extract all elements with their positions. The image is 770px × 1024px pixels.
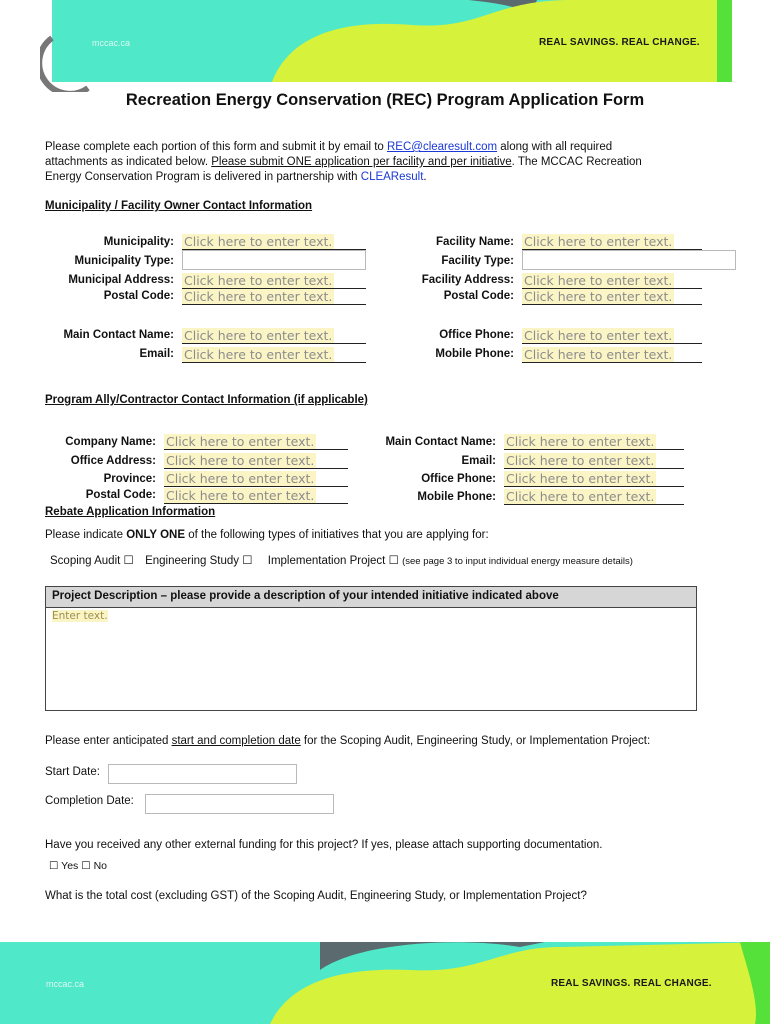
municipality-type-dropdown[interactable]	[182, 250, 366, 270]
start-date-label: Start Date:	[45, 766, 100, 778]
no-label: No	[93, 860, 107, 872]
initiative-options	[50, 554, 633, 569]
no-checkbox[interactable]: ☐	[81, 860, 91, 872]
ally-office-phone-label: Office Phone:	[421, 473, 496, 485]
project-description-input[interactable]: Enter text.	[52, 610, 108, 622]
dates-instruction: Please enter anticipated start and completion date for the Scoping Audit, Engineering Study, or Implementation Project:	[45, 735, 651, 747]
ally-section-heading: Program Ally/Contractor Contact Information (if applicable)	[45, 394, 368, 406]
postal-code-label: Postal Code:	[103, 290, 174, 302]
ally-email-label: Email:	[461, 455, 496, 467]
funding-options	[49, 859, 107, 874]
company-name-label: Company Name:	[65, 436, 156, 448]
ally-mobile-phone-label: Mobile Phone:	[417, 491, 496, 503]
municipality-field[interactable]: Click here to enter text.	[182, 234, 366, 250]
header-banner	[52, 0, 732, 82]
header-slogan: REAL SAVINGS. REAL CHANGE.	[539, 37, 700, 48]
project-description-header: Project Description – please provide a description of your intended initiative indicated above	[46, 587, 696, 608]
ally-main-contact-field[interactable]: Click here to enter text.	[504, 434, 684, 450]
facility-name-label: Facility Name:	[436, 236, 514, 248]
office-phone-field[interactable]: Click here to enter text.	[522, 328, 702, 344]
footer-slogan: REAL SAVINGS. REAL CHANGE.	[551, 978, 712, 989]
company-name-field[interactable]: Click here to enter text.	[164, 434, 348, 450]
owner-section-heading: Municipality / Facility Owner Contact Information	[45, 200, 313, 212]
page-title: Recreation Energy Conservation (REC) Program Application Form	[125, 91, 645, 109]
completion-date-input[interactable]	[145, 794, 334, 814]
office-address-label: Office Address:	[70, 455, 156, 467]
email-link[interactable]: REC@clearesult.com	[386, 141, 498, 153]
indicate-instruction: Please indicate ONLY ONE of the following types of initiatives that you are applying for:	[45, 529, 489, 541]
logo-ring-icon	[40, 30, 100, 92]
implementation-project-label: Implementation Project	[267, 555, 386, 567]
scoping-audit-label: Scoping Audit	[50, 555, 121, 567]
ally-office-phone-field[interactable]: Click here to enter text.	[504, 471, 684, 487]
project-description-box[interactable]	[45, 586, 697, 711]
postal-code-field[interactable]: Click here to enter text.	[182, 289, 366, 305]
ally-mobile-phone-field[interactable]: Click here to enter text.	[504, 489, 684, 505]
facility-address-label: Facility Address:	[421, 274, 514, 286]
province-label: Province:	[103, 473, 156, 485]
funding-question: Have you received any other external funding for this project? If yes, please attach supporting documentation.	[45, 839, 603, 851]
municipality-label: Municipality:	[103, 236, 174, 248]
header-site: mccac.ca	[92, 38, 131, 48]
mobile-phone-label: Mobile Phone:	[435, 348, 514, 360]
rebate-section-heading: Rebate Application Information	[45, 506, 216, 518]
office-phone-label: Office Phone:	[439, 329, 514, 341]
facility-postal-code-label: Postal Code:	[443, 290, 514, 302]
start-date-input[interactable]	[108, 764, 297, 784]
footer-site: mccac.ca	[46, 979, 85, 989]
municipality-type-label: Municipality Type:	[74, 255, 174, 267]
ally-postal-code-field[interactable]: Click here to enter text.	[164, 488, 348, 504]
facility-address-field[interactable]: Click here to enter text.	[522, 273, 702, 289]
implementation-project-checkbox[interactable]: ☐	[388, 555, 399, 567]
facility-type-dropdown[interactable]	[522, 250, 736, 270]
province-field[interactable]: Click here to enter text.	[164, 471, 348, 487]
email-label: Email:	[139, 348, 174, 360]
yes-checkbox[interactable]: ☐	[49, 860, 59, 872]
engineering-study-checkbox[interactable]: ☐	[242, 555, 253, 567]
main-contact-field[interactable]: Click here to enter text.	[182, 328, 366, 344]
ally-main-contact-label: Main Contact Name:	[385, 436, 496, 448]
intro-paragraph: Please complete each portion of this form and submit it by email to REC@clearesult.com along with all required attachments as indicated below. Please submit ONE application per facility and per initiative. The MCCAC Recreation Energy Conservation Program is delivered in partnership with CLEAResult.	[45, 141, 642, 183]
yes-label: Yes	[61, 860, 79, 872]
office-address-field[interactable]: Click here to enter text.	[164, 453, 348, 469]
mobile-phone-field[interactable]: Click here to enter text.	[522, 347, 702, 363]
ally-postal-code-label: Postal Code:	[85, 489, 156, 501]
completion-date-label: Completion Date:	[45, 795, 134, 807]
scoping-audit-checkbox[interactable]: ☐	[123, 555, 134, 567]
facility-postal-code-field[interactable]: Click here to enter text.	[522, 289, 702, 305]
ally-email-field[interactable]: Click here to enter text.	[504, 453, 684, 469]
clearesult-brand: CLEAResult	[360, 171, 424, 183]
implementation-note: (see page 3 to input individual energy measure details)	[402, 556, 633, 567]
email-field[interactable]: Click here to enter text.	[182, 347, 366, 363]
footer-banner	[0, 942, 770, 1024]
facility-type-label: Facility Type:	[441, 255, 514, 267]
municipal-address-label: Municipal Address:	[68, 274, 174, 286]
municipal-address-field[interactable]: Click here to enter text.	[182, 273, 366, 289]
facility-name-field[interactable]: Click here to enter text.	[522, 234, 702, 250]
cost-question: What is the total cost (excluding GST) of the Scoping Audit, Engineering Study, or Implementation Project?	[45, 890, 587, 902]
engineering-study-label: Engineering Study	[145, 555, 240, 567]
main-contact-label: Main Contact Name:	[63, 329, 174, 341]
